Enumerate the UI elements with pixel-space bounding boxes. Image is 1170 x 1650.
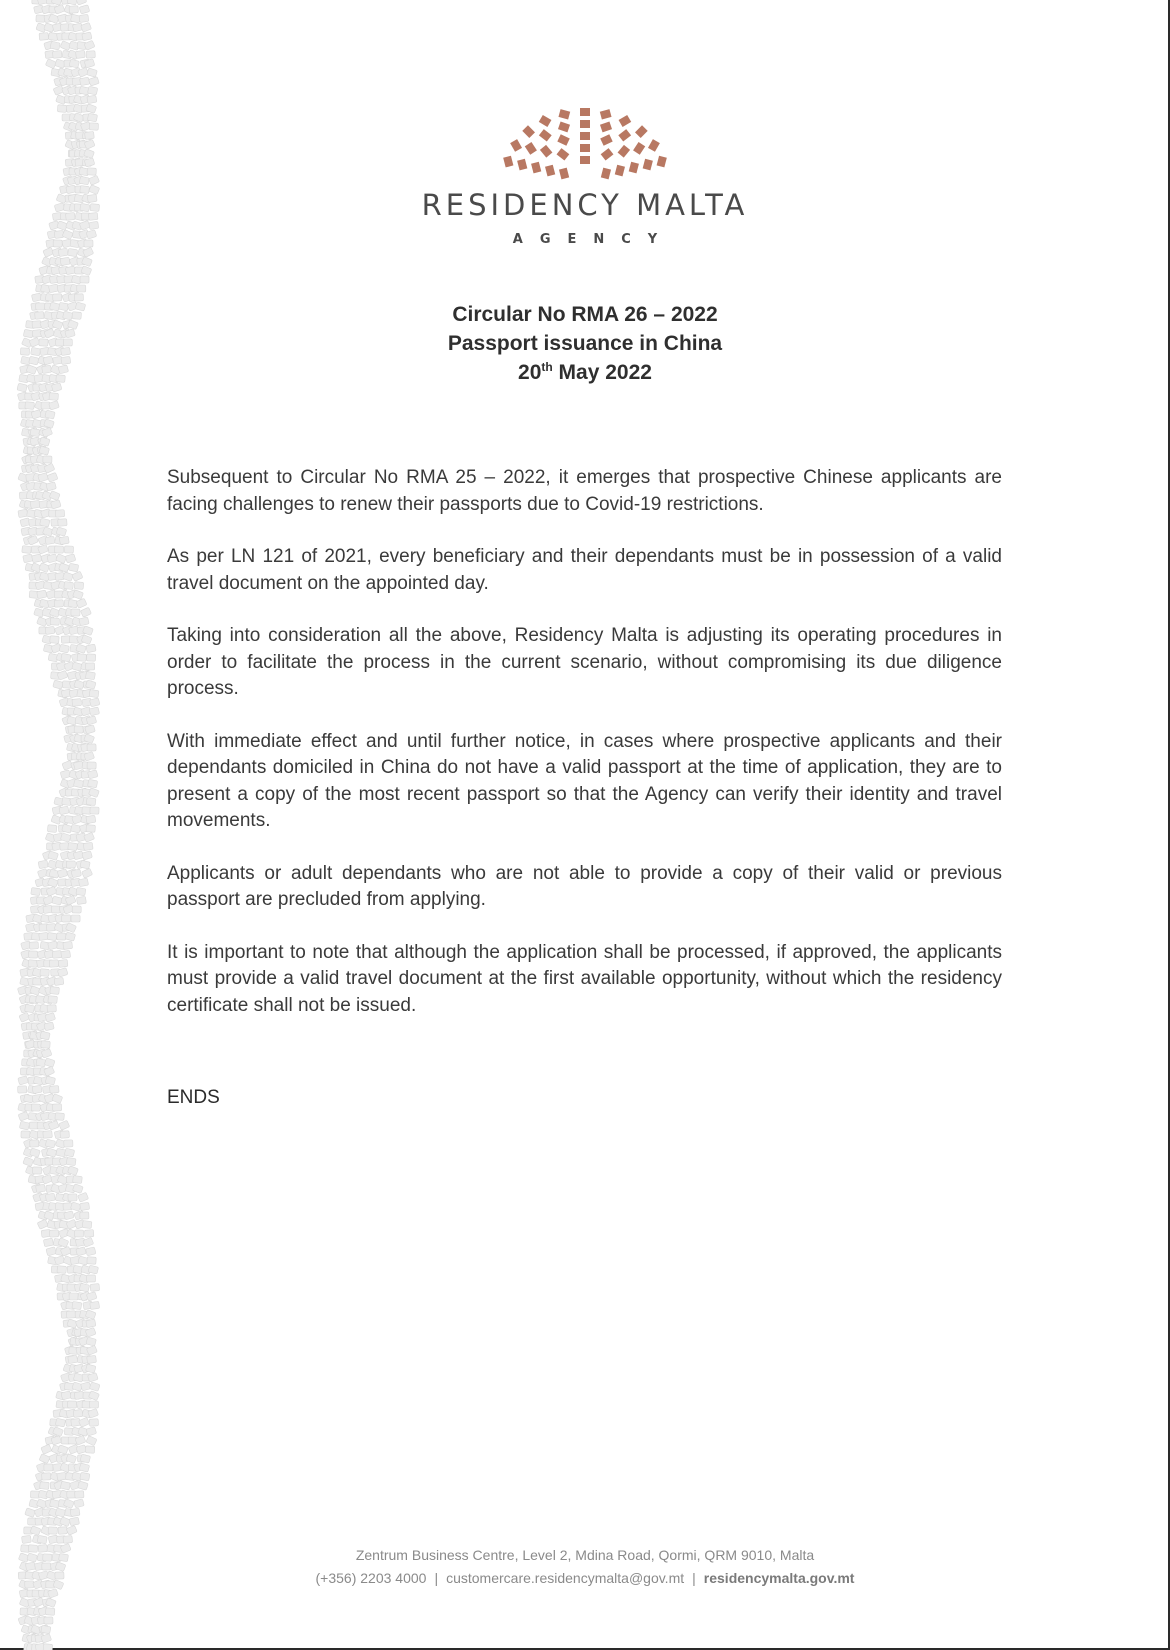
circular-date: 20th May 2022 bbox=[518, 360, 652, 384]
footer-separator: | bbox=[434, 1570, 439, 1586]
paragraph-5: Applicants or adult dependants who are not able to provide a copy of their valid or previous passport are precluded from applying. bbox=[167, 862, 1002, 910]
logo-subtitle: AGENCY bbox=[512, 232, 675, 247]
ends-marker: ENDS bbox=[167, 1087, 220, 1108]
paragraph-4: With immediate effect and until further notice, in cases where prospective applicants and their dependants domiciled in China do not have a valid passport at the time of application, they are to present a copy of the most recent passport so that the Agency can verify their identity and travel movements. bbox=[167, 730, 1002, 831]
circular-title: Passport issuance in China bbox=[447, 332, 723, 355]
footer-email[interactable]: customercare.residencymalta@gov.mt bbox=[446, 1570, 685, 1586]
decorative-side-pattern bbox=[0, 0, 120, 1650]
circular-body bbox=[167, 465, 1002, 1045]
footer-separator: | bbox=[692, 1570, 696, 1586]
circular-heading bbox=[300, 300, 870, 387]
paragraph-6: It is important to note that although the application shall be processed, if approved, the applicants must provide a valid travel document at the first available opportunity, without which the residency certificate shall not be issued. bbox=[167, 941, 1002, 1016]
footer bbox=[250, 1544, 920, 1590]
logo-fan-mark-icon bbox=[500, 100, 670, 180]
footer-website[interactable]: residencymalta.gov.mt bbox=[703, 1570, 855, 1586]
circular-number: Circular No RMA 26 – 2022 bbox=[452, 303, 718, 326]
footer-contacts bbox=[250, 1567, 920, 1590]
paragraph-2: As per LN 121 of 2021, every beneficiary and their dependants must be in possession of a valid travel document on the appointed day. bbox=[167, 546, 1002, 594]
paragraph-3: Taking into consideration all the above, Residency Malta is adjusting its operating procedures in order to facilitate the process in the current scenario, without compromising its due diligence process. bbox=[167, 625, 1002, 699]
footer-address: Zentrum Business Centre, Level 2, Mdina Road, Qormi, QRM 9010, Malta bbox=[355, 1547, 815, 1563]
footer-phone: (+356) 2203 4000 bbox=[315, 1570, 427, 1586]
paragraph-1: Subsequent to Circular No RMA 25 – 2022, it emerges that prospective Chinese applicants are facing challenges to renew their passports due to Covid-19 restrictions. bbox=[167, 467, 1002, 515]
logo-name: RESIDENCY MALTA bbox=[421, 188, 749, 222]
agency-logo bbox=[400, 100, 770, 247]
